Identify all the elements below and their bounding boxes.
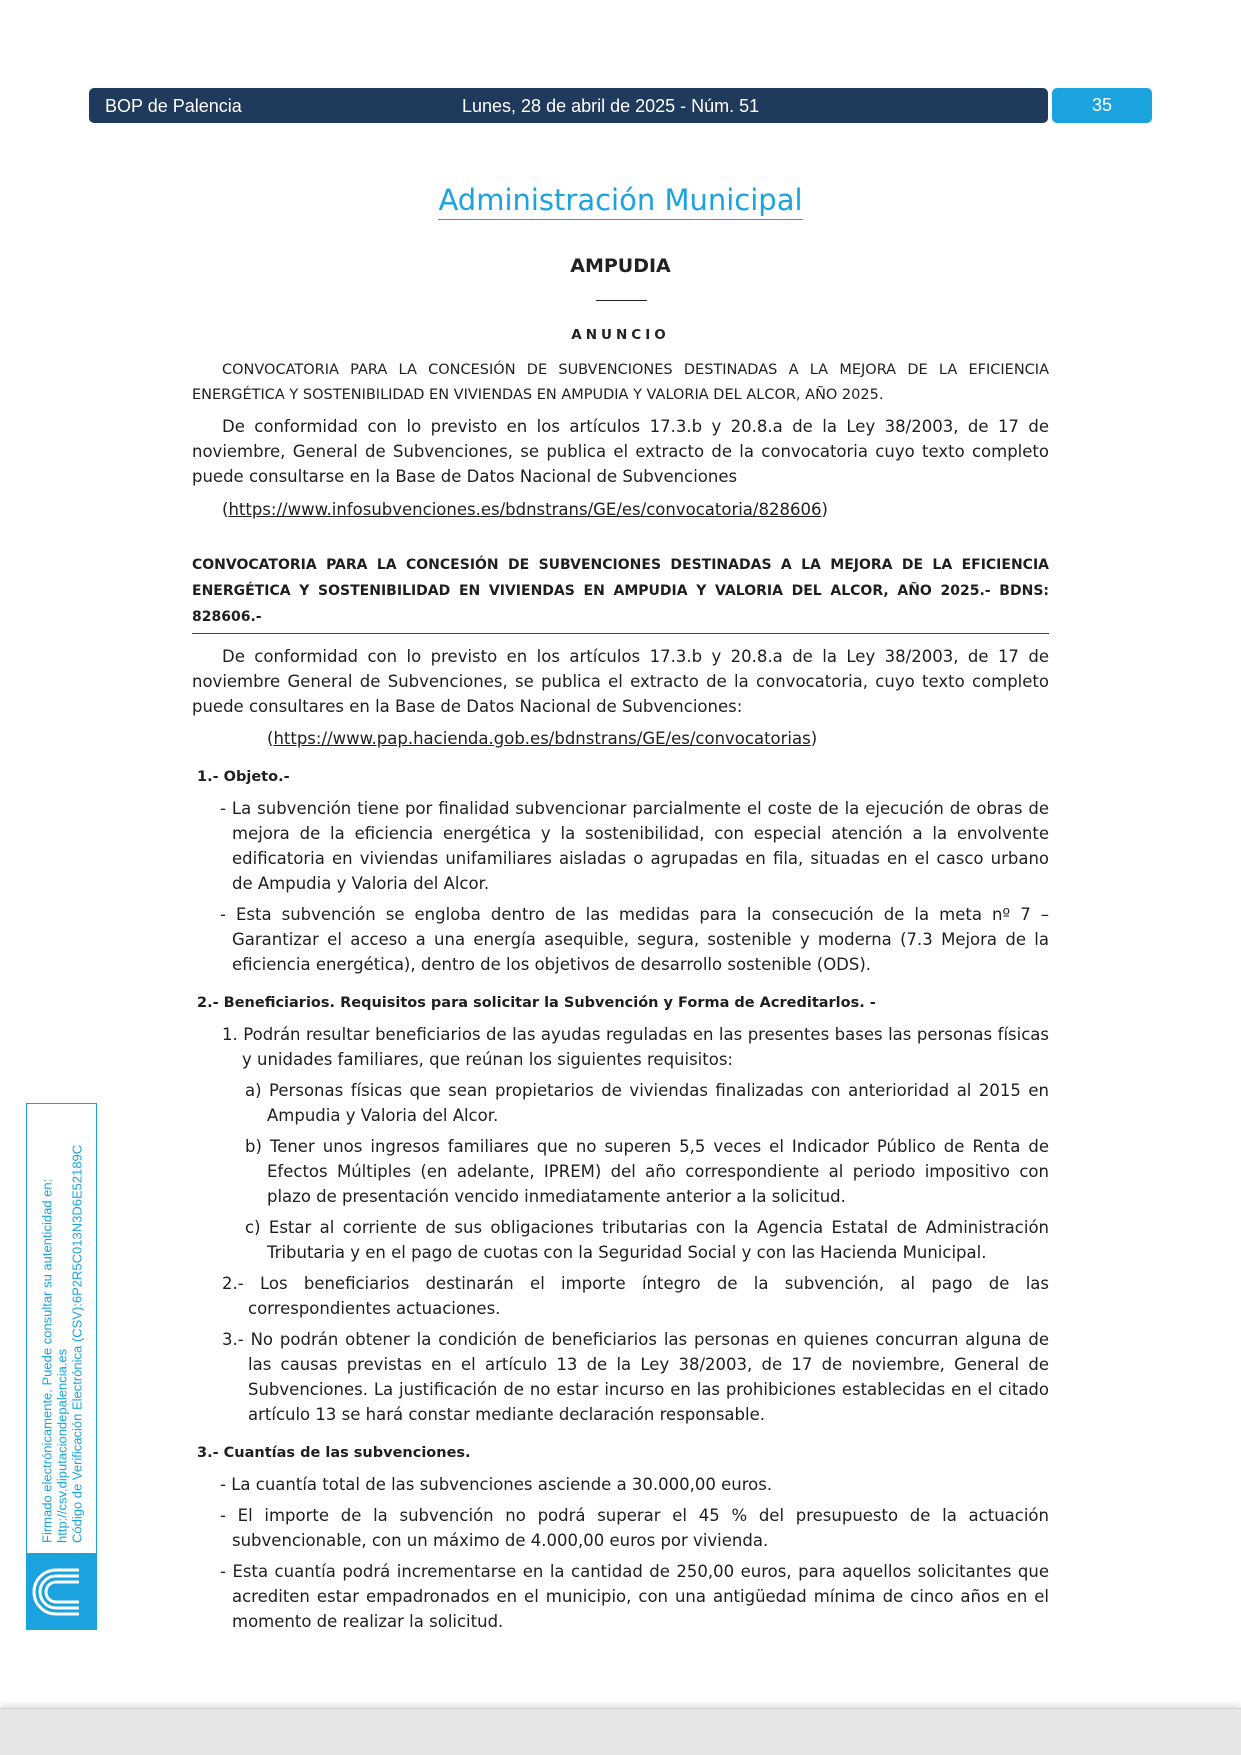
list-item: b) Tener unos ingresos familiares que no superen 5,5 veces el Indicador Público de Renta de Efectos Múltiples (en adelante, IPREM) del año correspondiente al periodo impositivo con plazo de presentación vencido inmediatamente anterior a la solicitud. xyxy=(245,1137,1049,1206)
section-1-heading: 1.- Objeto.- xyxy=(197,769,290,785)
section-2-heading: 2.- Beneficiarios. Requisitos para solicitar la Subvención y Forma de Acreditarlos. - xyxy=(197,995,876,1011)
extract-title: CONVOCATORIA PARA LA CONCESIÓN DE SUBVENCIONES DESTINADAS A LA MEJORA DE LA EFICIENCIA ENERGÉTICA Y SOSTENIBILIDAD EN VIVIENDAS EN AMPUDIA Y VALORIA DEL ALCOR, AÑO 2025.- BDNS: 828606.- xyxy=(192,552,1049,634)
section-3-heading: 3.- Cuantías de las subvenciones. xyxy=(197,1445,471,1461)
publication-date: Lunes, 28 de abril de 2025 - Núm. 51 xyxy=(462,96,760,116)
list-item: - Esta subvención se engloba dentro de las medidas para la consecución de la meta nº 7 – Garantizar el acceso a una energía asequible, segura, sostenible y moderna (7.3 Mejora de la eficiencia energética), dentro de los objetivos de desarrollo sostenible (ODS). xyxy=(220,905,1049,974)
section-title: Administración Municipal xyxy=(0,183,1241,217)
town-name: AMPUDIA xyxy=(570,255,671,277)
list-item: - La cuantía total de las subvenciones asciende a 30.000,00 euros. xyxy=(220,1475,773,1494)
list-item: 2.- Los beneficiarios destinarán el importe íntegro de la subvención, al pago de las correspondientes actuaciones. xyxy=(222,1274,1049,1318)
intro-link-line: (https://www.infosubvenciones.es/bdnstrans/GE/es/convocatoria/828606) xyxy=(222,500,828,519)
intro-link[interactable]: https://www.infosubvenciones.es/bdnstrans/GE/es/convocatoria/828606 xyxy=(228,500,822,519)
list-item: 3.- No podrán obtener la condición de beneficiarios las personas en quienes concurran alguna de las causas previstas en el artículo 13 de la Ley 38/2003, de 17 de noviembre, General de Subvenciones. La justificación de no estar incurso en las prohibiciones establecidas en el citado artículo 13 se hará constar mediante declaración responsable. xyxy=(222,1330,1049,1424)
extract-link[interactable]: https://www.pap.hacienda.gob.es/bdnstrans/GE/es/convocatorias xyxy=(273,729,811,748)
list-item: c) Estar al corriente de sus obligaciones tributarias con la Agencia Estatal de Administración Tributaria y en el pago de cuotas con la Seguridad Social y con las Hacienda Municipal. xyxy=(245,1218,1049,1262)
list-item: - La subvención tiene por finalidad subvencionar parcialmente el coste de la ejecución de obras de mejora de la eficiencia energética y la sostenibilidad, con especial atención a la envolvente edificatoria en viviendas unifamiliares aisladas o agrupadas en fila, situadas en el casco urbano de Ampudia y Valoria del Alcor. xyxy=(220,799,1049,893)
extract-link-line: (https://www.pap.hacienda.gob.es/bdnstrans/GE/es/convocatorias) xyxy=(267,729,818,748)
signature-text: Firmado electrónicamente. Puede consultar su autenticidad en: http://csv.diputaciondepalencia.es Código de Verificación Electrónica (CSV):6P2R5C013N3D6E52189C xyxy=(39,1144,85,1543)
intro-title: CONVOCATORIA PARA LA CONCESIÓN DE SUBVENCIONES DESTINADAS A LA MEJORA DE LA EFICIENCIA ENERGÉTICA Y SOSTENIBILIDAD EN VIVIENDAS EN AMPUDIA Y VALORIA DEL ALCOR, AÑO 2025. xyxy=(192,362,1049,403)
intro-paragraph: De conformidad con lo previsto en los artículos 17.3.b y 20.8.a de la Ley 38/2003, de 17 de noviembre, General de Subvenciones, se publica el extracto de la convocatoria cuyo texto completo puede consultarse en la Base de Datos Nacional de Subvenciones xyxy=(192,417,1049,486)
list-item: 1. Podrán resultar beneficiarios de las ayudas reguladas en las presentes bases las personas físicas y unidades familiares, que reúnan los siguientes requisitos: xyxy=(222,1025,1049,1069)
diputacion-logo-icon xyxy=(26,1554,97,1630)
page-number: 35 xyxy=(1052,88,1152,123)
viewer-bottom-bar xyxy=(0,1708,1241,1755)
list-item: - Esta cuantía podrá incrementarse en la cantidad de 250,00 euros, para aquellos solicitantes que acrediten estar empadronados en el municipio, con una antigüedad mínima de cinco años en el momento de realizar la solicitud. xyxy=(220,1562,1049,1631)
extract-paragraph: De conformidad con lo previsto en los artículos 17.3.b y 20.8.a de la Ley 38/2003, de 17 de noviembre General de Subvenciones, se publica el extracto de la convocatoria, cuyo texto completo puede consultares en la Base de Datos Nacional de Subvenciones: xyxy=(192,647,1049,716)
publication-name: BOP de Palencia xyxy=(105,96,242,116)
divider xyxy=(596,300,647,301)
document-body xyxy=(192,358,1049,1634)
list-item: a) Personas físicas que sean propietarios de viviendas finalizadas con anterioridad al 2015 en Ampudia y Valoria del Alcor. xyxy=(245,1081,1049,1125)
list-item: - El importe de la subvención no podrá superar el 45 % del presupuesto de la actuación subvencionable, con un máximo de 4.000,00 euros por vivienda. xyxy=(220,1506,1049,1550)
anuncio-heading: ANUNCIO xyxy=(571,327,670,343)
header-bar xyxy=(89,88,1048,123)
